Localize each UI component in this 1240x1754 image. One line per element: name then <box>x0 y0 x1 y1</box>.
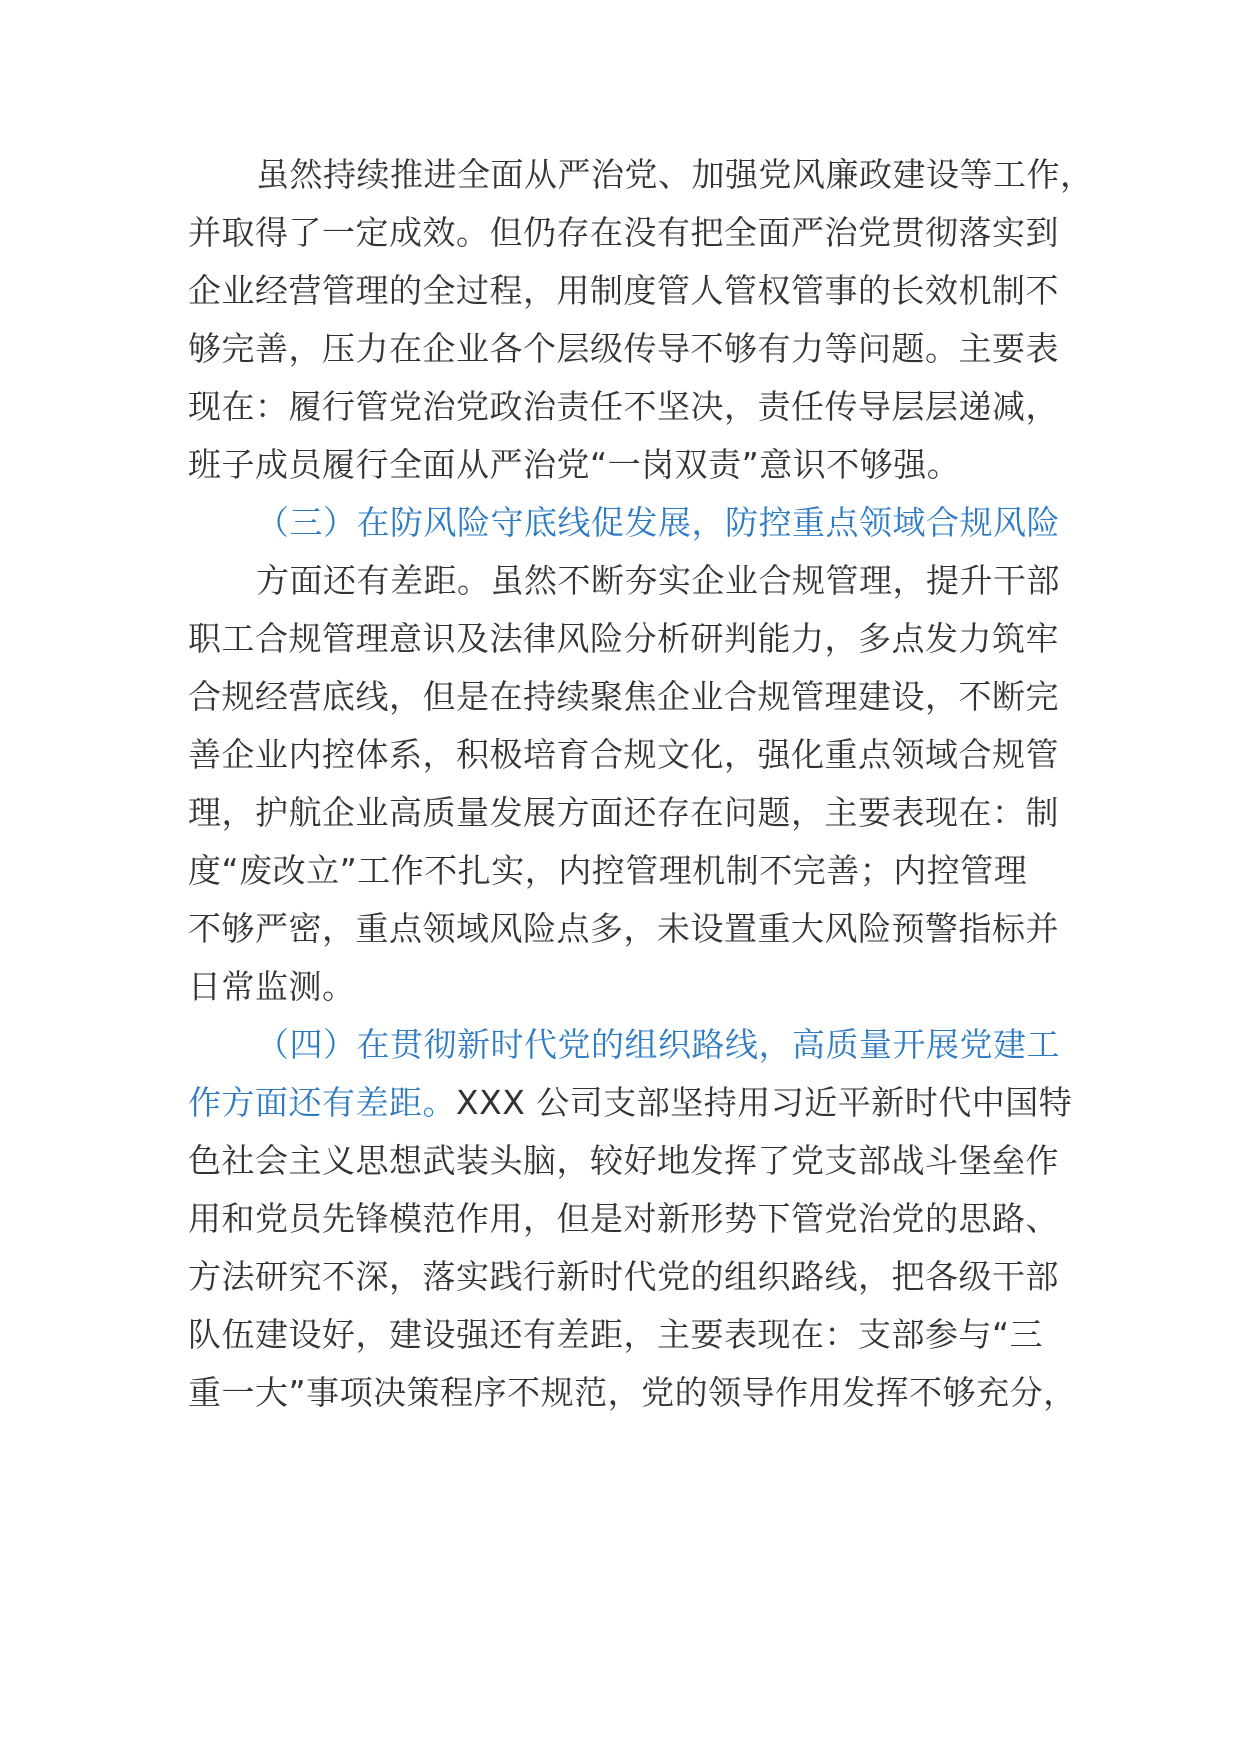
paragraph-line: 够完善，压力在企业各个层级传导不够有力等问题。主要表 <box>188 329 1059 368</box>
paragraph-line: 重一大”事项决策程序不规范，党的领导作用发挥不够充分， <box>188 1373 1077 1412</box>
paragraph-line: 班子成员履行全面从严治党“一岗双责”意识不够强。 <box>188 445 961 484</box>
section-heading-4: （四）在贯彻新时代党的组织路线，高质量开展党建工 <box>256 1025 1060 1064</box>
document-page <box>188 0 1094 1754</box>
paragraph-line: 并取得了一定成效。但仍存在没有把全面严治党贯彻落实到 <box>188 213 1059 252</box>
paragraph-line: 现在：履行管党治党政治责任不坚决，责任传导层层递减， <box>188 387 1059 426</box>
paragraph-line: 虽然持续推进全面从严治党、加强党风廉政建设等工作， <box>256 155 1094 194</box>
section-heading-4-end: 作方面还有差距。 <box>188 1083 456 1122</box>
paragraph-line: 色社会主义思想武装头脑，较好地发挥了党支部战斗堡垒作 <box>188 1141 1059 1180</box>
paragraph-line: 职工合规管理意识及法律风险分析研判能力，多点发力筑牢 <box>188 619 1059 658</box>
section-heading-3: （三）在防风险守底线促发展，防控重点领域合规风险 <box>256 503 1060 542</box>
paragraph-line: 企业经营管理的全过程，用制度管人管权管事的长效机制不 <box>188 271 1059 310</box>
paragraph-line: 理，护航企业高质量发展方面还存在问题，主要表现在：制 <box>188 793 1059 832</box>
paragraph-line: 用和党员先锋模范作用，但是对新形势下管党治党的思路、 <box>188 1199 1059 1238</box>
paragraph-line: 合规经营底线，但是在持续聚焦企业合规管理建设，不断完 <box>188 677 1059 716</box>
paragraph-line: 作方面还有差距。XXX 公司支部坚持用习近平新时代中国特 <box>188 1083 1073 1122</box>
paragraph-line: 日常监测。 <box>188 967 356 1006</box>
paragraph-line: 善企业内控体系，积极培育合规文化，强化重点领域合规管 <box>188 735 1059 774</box>
paragraph-line: 方面还有差距。虽然不断夯实企业合规管理，提升干部 <box>256 561 1060 600</box>
paragraph-line: 队伍建设好，建设强还有差距，主要表现在：支部参与“三 <box>188 1315 1044 1354</box>
paragraph-line: 方法研究不深，落实践行新时代党的组织路线，把各级干部 <box>188 1257 1059 1296</box>
paragraph-line: 度“废改立”工作不扎实，内控管理机制不完善；内控管理 <box>188 851 1028 890</box>
paragraph-line: 不够严密，重点领域风险点多，未设置重大风险预警指标并 <box>188 909 1059 948</box>
